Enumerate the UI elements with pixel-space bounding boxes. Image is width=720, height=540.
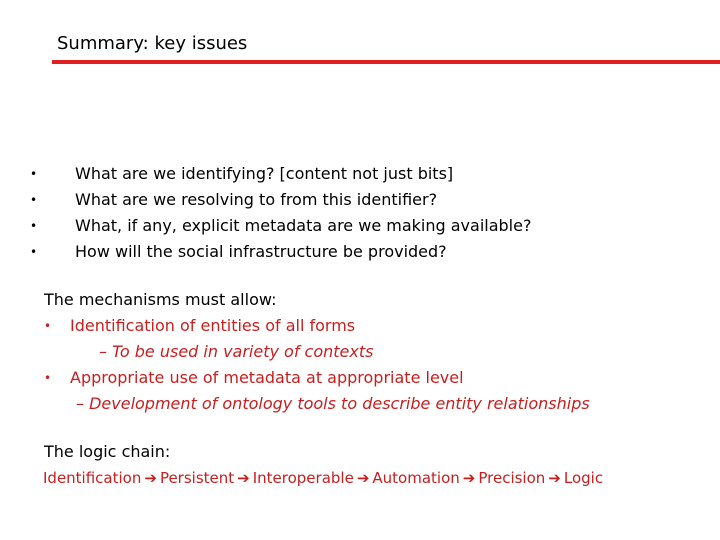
list-item [30, 215, 690, 241]
list-item [30, 163, 690, 189]
question-text: How will the social infrastructure be provided? [75, 242, 447, 261]
right-arrow-icon: ➔ [144, 469, 157, 487]
chain-step: Logic [563, 469, 604, 487]
bullet-icon: • [30, 193, 38, 207]
chain-step: Automation [372, 469, 460, 487]
mechanism-text: Identification of entities of all forms [70, 316, 356, 335]
bullet-icon: • [44, 371, 52, 385]
bullet-icon: • [30, 245, 38, 259]
mechanism-text: Appropriate use of metadata at appropriate level [70, 368, 464, 387]
question-text: What are we resolving to from this identifier? [75, 190, 438, 209]
list-item [30, 189, 690, 215]
list-item [30, 241, 690, 267]
chain-step: Precision [478, 469, 546, 487]
chain-step: Interoperable [252, 469, 354, 487]
slide-title: Summary: key issues [57, 33, 248, 54]
question-text: What are we identifying? [content not just bits] [75, 164, 454, 183]
right-arrow-icon: ➔ [462, 469, 476, 487]
mechanism-subitem: – Development of ontology tools to describe entity relationships [76, 394, 590, 413]
bullet-icon: • [30, 219, 38, 233]
question-text: What, if any, explicit metadata are we making available? [75, 216, 532, 235]
bullet-icon: • [44, 319, 52, 333]
logic-chain [43, 467, 603, 489]
key-issues-list [30, 163, 690, 267]
chain-step: Identification [43, 469, 142, 487]
bullet-icon: • [30, 167, 38, 181]
right-arrow-icon: ➔ [237, 469, 250, 487]
right-arrow-icon: ➔ [356, 469, 370, 487]
mechanism-subitem: – To be used in variety of contexts [99, 342, 374, 361]
logic-chain-heading: The logic chain: [44, 442, 171, 461]
chain-step: Persistent [159, 469, 235, 487]
mechanisms-heading: The mechanisms must allow: [44, 290, 277, 309]
right-arrow-icon: ➔ [548, 469, 561, 487]
title-underline-rule [52, 60, 720, 64]
